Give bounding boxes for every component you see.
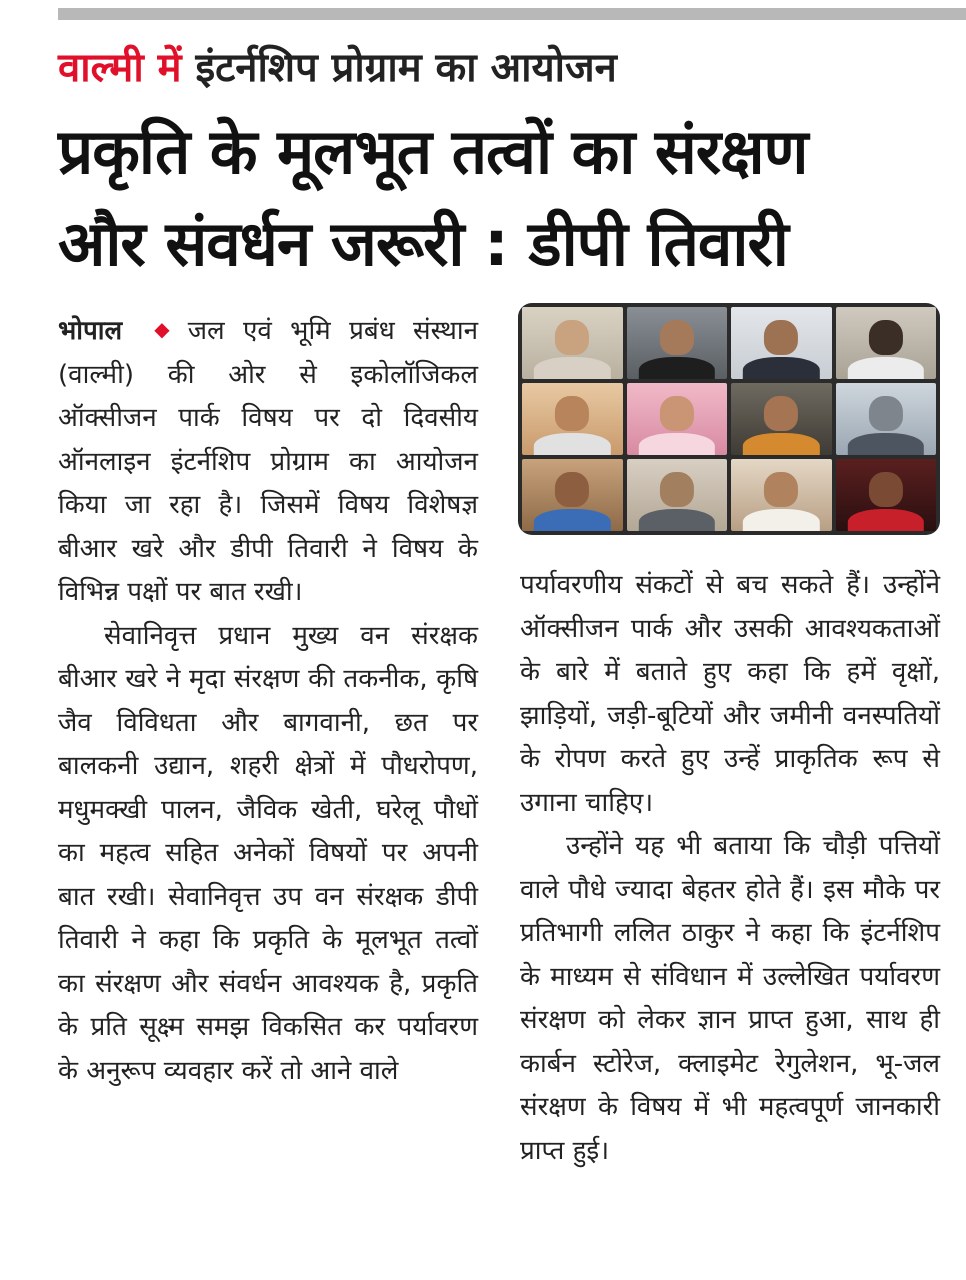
diamond-bullet-icon: ◆ [144, 317, 180, 341]
participant-tile [731, 383, 832, 455]
dateline: भोपाल [58, 316, 123, 346]
body-paragraph-3: पर्यावरणीय संकटों से बच सकते हैं। उन्होंने ऑक्सीजन पार्क और उसकी आवश्यकताओं के बारे में बताते हुए कहा कि हमें वृक्षों, झाड़ियों, जड़ी-बूटियों और जमीनी वनस्पतियों के रोपण करते हुए उन्हें प्राकृतिक रूप से उगाना चाहिए। [520, 570, 940, 818]
kicker-highlight: वाल्मी में [58, 45, 182, 91]
intro-paragraph [58, 308, 478, 615]
right-column [520, 564, 940, 1173]
top-rule [58, 8, 966, 20]
participant-tile [731, 307, 832, 379]
participant-tile [627, 307, 728, 379]
video-call-photo [518, 303, 940, 535]
left-column [58, 308, 478, 1093]
body-paragraph-2: सेवानिवृत्त प्रधान मुख्य वन संरक्षक बीआर खरे ने मृदा संरक्षण की तकनीक, कृषि जैव विविधता और बागवानी, छत पर बालकनी उद्यान, शहरी क्षेत्रों में पौधरोपण, मधुमक्खी पालन, जैविक खेती, घरेलू पौधों का महत्व सहित अनेकों विषयों पर अपनी बात रखी। सेवानिवृत्त उप वन संरक्षक डीपी तिवारी ने कहा कि प्रकृति के मूलभूत तत्वों का संरक्षण और संवर्धन आवश्यक है, प्रकृति के प्रति सूक्ष्म समझ विकसित कर पर्यावरण के अनुरूप व्यवहार करें तो आने वाले [58, 620, 478, 1086]
participant-tile [836, 459, 937, 531]
intro-text: जल एवं भूमि प्रबंध संस्थान (वाल्मी) की ओर से इकोलॉजिकल ऑक्सीजन पार्क विषय पर दो दिवसीय ऑनलाइन इंटर्नशिप प्रोग्राम का आयोजन किया जा रहा है। जिसमें विषय विशेषज्ञ बीआर खरे और डीपी तिवारी ने विषय के विभिन्न पक्षों पर बात रखी। [58, 316, 479, 607]
participant-tile [627, 459, 728, 531]
kicker [58, 42, 617, 94]
headline-line-1: प्रकृति के मूलभूत तत्वों का संरक्षण [58, 115, 808, 188]
participant-tile [836, 383, 937, 455]
participant-tile [522, 459, 623, 531]
kicker-text: इंटर्नशिप प्रोग्राम का आयोजन [195, 45, 617, 91]
participant-tile [522, 383, 623, 455]
participant-tile [627, 383, 728, 455]
headline-line-2: और संवर्धन जरूरी : डीपी तिवारी [58, 207, 788, 280]
participant-tile [836, 307, 937, 379]
participant-tile [731, 459, 832, 531]
participant-tile [522, 307, 623, 379]
headline [58, 106, 958, 290]
body-paragraph-4: उन्होंने यह भी बताया कि चौड़ी पत्तियों वाले पौधे ज्यादा बेहतर होते हैं। इस मौके पर प्रतिभागी ललित ठाकुर ने कहा कि इंटर्नशिप के माध्यम से संविधान में उल्लेखित पर्यावरण संरक्षण को लेकर ज्ञान प्राप्त हुआ, साथ ही कार्बन स्टोरेज, क्लाइमेट रेगुलेशन, भू-जल संरक्षण के विषय में भी महत्वपूर्ण जानकारी प्राप्त हुई। [520, 831, 940, 1166]
